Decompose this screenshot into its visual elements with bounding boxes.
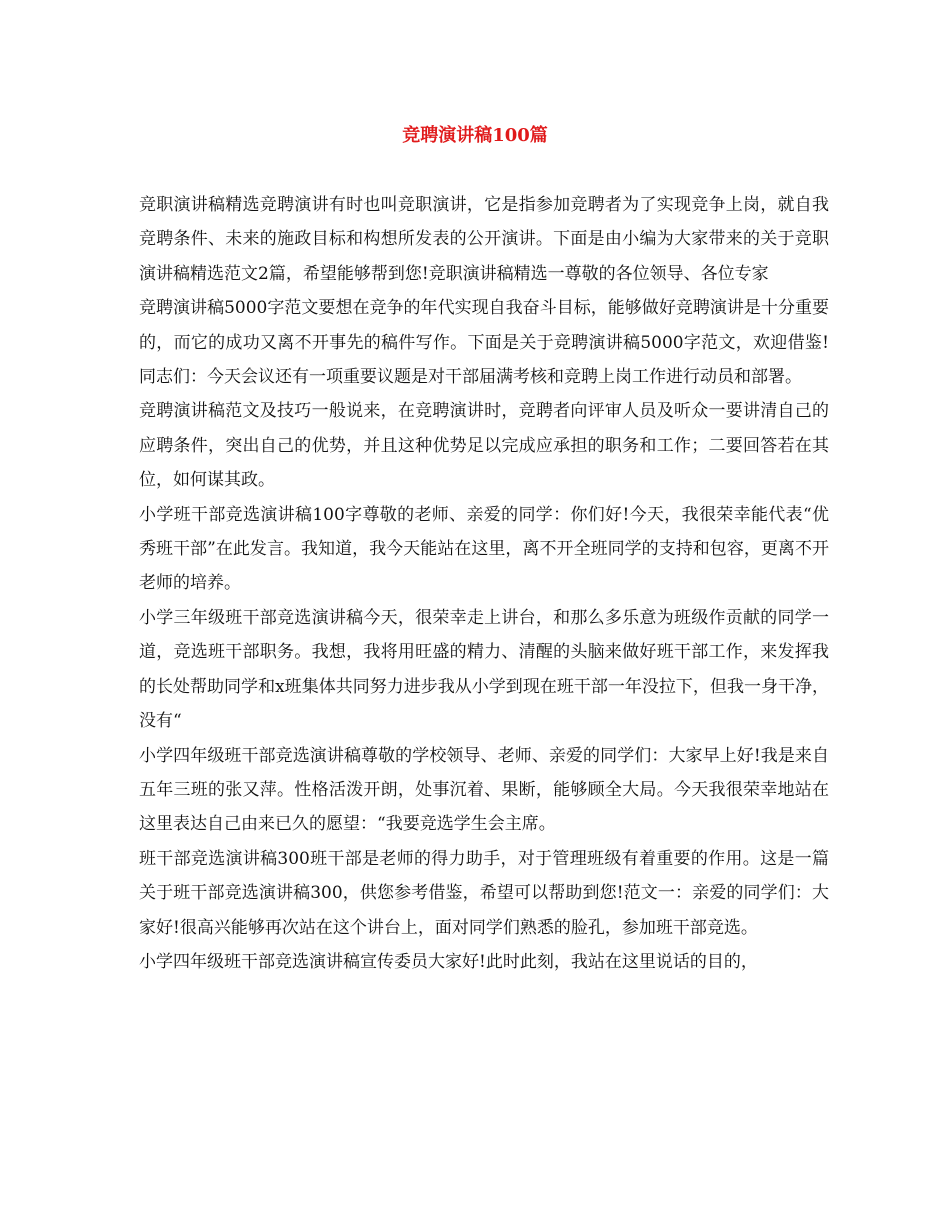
- paragraph-2: 竞聘演讲稿5000字范文要想在竞争的年代实现自我奋斗目标，能够做好竞聘演讲是十分重要的，而它的成功又离不开事先的稿件写作。下面是关于竞聘演讲稿5000字范文，欢迎借鉴!同志们：今天会议还有一项重要议题是对干部届满考核和竞聘上岗工作进行动员和部署。: [139, 298, 829, 388]
- paragraph-8: 小学四年级班干部竞选演讲稿宣传委员大家好!此时此刻，我站在这里说话的目的，: [139, 951, 758, 972]
- paragraph-3: 竞聘演讲稿范文及技巧一般说来，在竞聘演讲时，竞聘者向评审人员及听众一要讲清自己的应聘条件，突出自己的优势，并且这种优势足以完成应承担的职务和工作；二要回答若在其位，如何谋其政。: [139, 401, 829, 491]
- paragraph-1: 竞职演讲稿精选竞聘演讲有时也叫竞职演讲，它是指参加竞聘者为了实现竞争上岗，就自我竞聘条件、未来的施政目标和构想所发表的公开演讲。下面是由小编为大家带来的关于竞职演讲稿精选范文2篇，希望能够帮到您!竞职演讲稿精选一尊敬的各位领导、各位专家: [139, 195, 829, 284]
- paragraph-6: 小学四年级班干部竞选演讲稿尊敬的学校领导、老师、亲爱的同学们：大家早上好!我是来自五年三班的张又萍。性格活泼开朗，处事沉着、果断，能够顾全大局。今天我很荣幸地站在这里表达自己由来已久的愿望：“我要竞选学生会主席。: [139, 745, 829, 835]
- document-body: [139, 188, 829, 979]
- document-title: 竞聘演讲稿100篇: [402, 125, 548, 146]
- paragraph-5: 小学三年级班干部竞选演讲稿今天，很荣幸走上讲台，和那么多乐意为班级作贡献的同学一道，竞选班干部职务。我想，我将用旺盛的精力、清醒的头脑来做好班干部工作，来发挥我的长处帮助同学和x班集体共同努力进步我从小学到现在班干部一年没拉下，但我一身干净，没有“: [139, 607, 829, 732]
- paragraph-4: 小学班干部竞选演讲稿100字尊敬的老师、亲爱的同学：你们好!今天，我很荣幸能代表“优秀班干部”在此发言。我知道，我今天能站在这里，离不开全班同学的支持和包容，更离不开老师的培养。: [139, 504, 829, 594]
- paragraph-7: 班干部竞选演讲稿300班干部是老师的得力助手，对于管理班级有着重要的作用。这是一篇关于班干部竞选演讲稿300，供您参考借鉴，希望可以帮助到您!范文一：亲爱的同学们：大家好!很高兴能够再次站在这个讲台上，面对同学们熟悉的脸孔，参加班干部竞选。: [139, 848, 829, 938]
